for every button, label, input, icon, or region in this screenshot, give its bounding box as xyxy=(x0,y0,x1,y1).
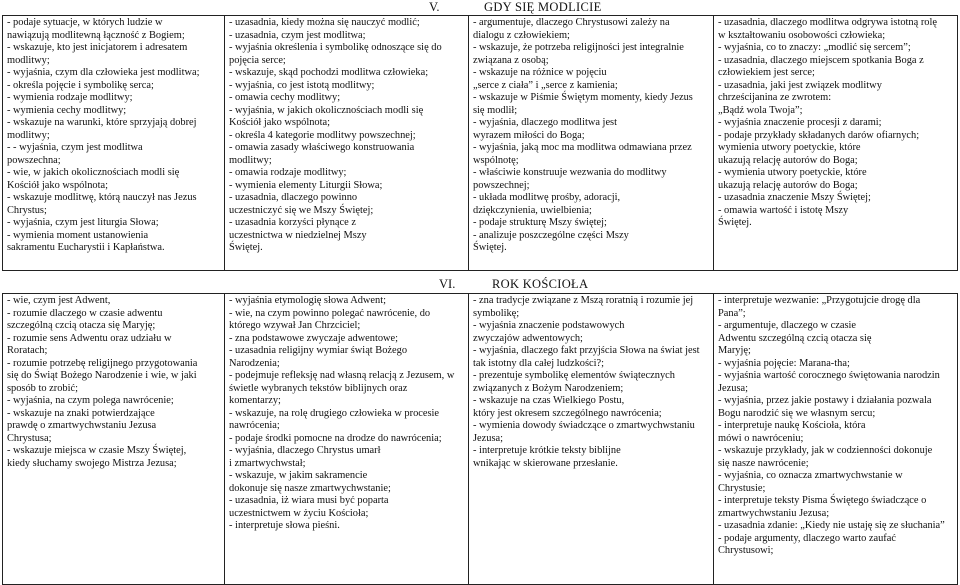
section-heading: GDY SIĘ MODLICIE xyxy=(484,0,602,14)
requirement-line: wnikając w skierowane przesłanie. xyxy=(473,457,618,469)
requirement-line: kiedy słuchamy swojego Mistrza Jezusa; xyxy=(7,457,177,469)
requirement-line: zwyczajów adwentowych; xyxy=(473,332,583,344)
column-basic xyxy=(3,294,225,585)
requirement-line: - podaje strukturę Mszy świętej; xyxy=(473,217,607,228)
requirement-line: wyrazem miłości do Boga; xyxy=(473,129,585,141)
requirement-line: się modlił; xyxy=(473,104,518,116)
requirement-line: - wskazuje, że potrzeba religijności jest integralnie xyxy=(473,42,684,53)
requirement-line: - omawia wartość i istotę Mszy xyxy=(718,204,849,216)
requirement-line: Chrystusowi; xyxy=(718,545,774,556)
requirement-line: - interpretuje wezwanie: „Przygotujcie drogę dla xyxy=(718,295,921,306)
requirement-line: - układa modlitwę prośby, adoracji, xyxy=(473,192,621,203)
requirement-line: którego wzywał Jan Chrzciciel; xyxy=(229,320,361,331)
requirement-line: - wymienia cechy modlitwy; xyxy=(7,104,127,116)
requirement-line: uczestnictwa w niedzielnej Mszy xyxy=(229,229,367,241)
requirement-line: - rozumie sens Adwentu oraz udziału w xyxy=(7,332,172,344)
requirement-line: - uzasadnia, dlaczego miejscem spotkania Boga z xyxy=(718,54,924,66)
section-number: VI. xyxy=(439,277,456,291)
requirement-line: szczególną czcią otacza się Maryję; xyxy=(7,320,156,331)
requirement-line: - rozumie dlaczego w czasie adwentu xyxy=(7,307,163,319)
requirement-line: - uzasadnia, dlaczego powinno xyxy=(229,192,358,203)
requirement-line: modlitwy; xyxy=(7,54,50,66)
requirement-line: wspólnotę; xyxy=(473,154,519,166)
requirement-line: symbolikę; xyxy=(473,307,520,319)
requirement-line: uczestnictwem w życiu Kościoła; xyxy=(229,507,369,519)
requirement-line: - wyjaśnia, co oznacza zmartwychwstanie w xyxy=(718,470,903,481)
requirement-line: Jezusa; xyxy=(718,382,749,394)
requirement-line: - wskazuje na warunki, które sprzyjają dobrej xyxy=(7,117,197,128)
requirement-line: Świętej. xyxy=(473,242,507,253)
requirement-line: - omawia zasady właściwego konstruowania xyxy=(229,142,415,153)
requirement-line: dziękczynienia, uwielbienia; xyxy=(473,204,592,216)
requirement-line: - wskazuje w Piśmie Świętym momenty, kiedy Jezus xyxy=(473,92,693,103)
column-advanced xyxy=(714,16,958,271)
requirement-line: Adwentu szczególną czcią otacza się xyxy=(718,332,872,344)
requirement-line: - omawia cechy modlitwy; xyxy=(229,92,341,103)
requirement-line: chrześcijanina ze zwrotem: xyxy=(718,92,832,103)
requirement-line: - prezentuje symbolikę elementów świątecznych xyxy=(473,370,675,381)
requirement-line: - interpretuje krótkie teksty biblijne xyxy=(473,445,621,456)
requirement-line: - wskazuje, kto jest inicjatorem i adresatem xyxy=(7,42,188,53)
requirement-line: - uzasadnia, kiedy można się nauczyć modlić; xyxy=(229,17,420,28)
requirement-line: - podaje sytuacje, w których ludzie w xyxy=(7,17,163,28)
column-extended xyxy=(225,16,469,271)
section-title-vi xyxy=(0,277,960,291)
requirement-line: zmartwychwstaniu Jezusa; xyxy=(718,507,830,519)
requirement-line: - wyjaśnia, jaką moc ma modlitwa odmawiana przez xyxy=(473,142,692,153)
requirement-line: - wyjaśnia określenia i symbolikę odnoszące się do xyxy=(229,42,442,53)
requirement-line: - - wyjaśnia, czym jest modlitwa xyxy=(7,142,143,153)
section-v-table xyxy=(2,15,958,271)
requirement-line: uczestniczyć się we Mszy Świętej; xyxy=(229,204,374,216)
requirement-line: w kształtowaniu osobowości człowieka; xyxy=(718,29,886,41)
section-number: V. xyxy=(429,0,440,14)
requirement-line: człowiekiem jest serce; xyxy=(718,67,815,78)
requirement-line: „Bądź wola Twoja”; xyxy=(718,104,803,116)
requirement-line: - wyjaśnia znaczenie procesji z darami; xyxy=(718,117,882,128)
requirement-line: - wie, w jakich okolicznościach modli się xyxy=(7,167,180,178)
requirement-line: nawrócenia; xyxy=(229,420,280,431)
requirement-line: Pana”; xyxy=(718,307,746,319)
requirement-line: - wyjaśnia znaczenie podstawowych xyxy=(473,320,625,331)
requirement-line: - wymienia utwory poetyckie, które xyxy=(718,167,867,178)
requirement-line: Świętej. xyxy=(718,217,752,228)
requirement-line: - wskazuje na różnice w pojęciu xyxy=(473,67,607,78)
requirement-line: - uzasadnia, jaki jest związek modlitwy xyxy=(718,79,882,91)
requirement-line: - wyjaśnia, w jakich okolicznościach modli się xyxy=(229,104,424,116)
requirement-line: ukazują relację autorów do Boga; xyxy=(718,179,858,191)
requirement-line: - wskazuje na znaki potwierdzające xyxy=(7,407,155,419)
requirement-line: - określa pojęcie i symbolikę serca; xyxy=(7,79,154,91)
requirement-line: - wyjaśnia, co jest istotą modlitwy; xyxy=(229,79,375,91)
requirement-line: - wymienia elementy Liturgii Słowa; xyxy=(229,179,383,191)
requirement-line: - wie, na czym powinno polegać nawrócenie, do xyxy=(229,307,431,319)
requirement-line: się nasze nawrócenie; xyxy=(718,457,809,469)
requirement-line: - uzasadnia znaczenie Mszy Świętej; xyxy=(718,192,871,203)
requirement-line: modlitwy; xyxy=(229,154,272,166)
requirement-line: świetle wybranych tekstów biblijnych oraz xyxy=(229,382,408,394)
requirement-line: - analizuje poszczególne części Mszy xyxy=(473,229,629,241)
requirement-line: - wyjaśnia pojęcie: Marana-tha; xyxy=(718,357,850,369)
requirement-line: mówi o nawróceniu; xyxy=(718,432,804,444)
requirement-line: - uzasadnia, iż wiara musi być poparta xyxy=(229,495,389,506)
requirement-line: - wymienia moment ustanowienia xyxy=(7,229,149,241)
requirement-line: Jezusa; xyxy=(473,432,504,444)
requirement-line: Maryję; xyxy=(718,345,751,356)
requirement-line: Kościół jako wspólnota; xyxy=(229,117,331,128)
requirement-line: - uzasadnia, dlaczego modlitwa odgrywa istotną rolę xyxy=(718,17,937,28)
requirement-line: - uzasadnia korzyści płynące z xyxy=(229,217,356,228)
requirement-line: - wyjaśnia wartość corocznego świętowania narodzin xyxy=(718,370,940,381)
requirement-line: - określa 4 kategorie modlitwy powszechnej; xyxy=(229,129,416,141)
requirement-line: - wskazuje miejsca w czasie Mszy Świętej, xyxy=(7,445,187,456)
column-complete xyxy=(469,294,714,585)
requirement-line: - wyjaśnia, przez jakie postawy i działania pozwala xyxy=(718,395,932,406)
requirement-line: - omawia rodzaje modlitwy; xyxy=(229,167,347,178)
requirement-line: - wyjaśnia, na czym polega nawrócenie; xyxy=(7,395,174,406)
column-complete xyxy=(469,16,714,271)
requirement-line: - wskazuje, w jakim sakramencie xyxy=(229,470,368,481)
requirement-line: który jest okresem szczególnego nawrócenia; xyxy=(473,407,662,419)
requirement-line: - interpretuje teksty Pisma Świętego świadczące o xyxy=(718,495,927,506)
requirement-line: wymieniа utwory poetyckie, które xyxy=(718,142,861,153)
requirement-line: - wyjaśnia, dlaczego fakt przyjścia Słowa na świat jest xyxy=(473,345,700,356)
requirement-line: Roratach; xyxy=(7,345,48,356)
requirement-line: sposób to zrobić; xyxy=(7,382,78,394)
requirement-line: - podaje przykłady składanych darów ofiarnych; xyxy=(718,129,920,141)
requirement-line: - podaje środki pomocne na drodze do nawrócenia; xyxy=(229,432,442,444)
requirement-line: tak istotny dla całej ludzkości?; xyxy=(473,357,604,369)
requirement-line: prawdę o zmartwychwstaniu Jezusa xyxy=(7,420,157,431)
requirement-line: - uzasadnia, czym jest modlitwa; xyxy=(229,29,366,41)
requirement-line: - argumentuje, dlaczego Chrystusowi zależy na xyxy=(473,17,670,28)
requirement-line: związanych z Bożym Narodzeniem; xyxy=(473,382,624,394)
requirement-line: i zmartwychwstał; xyxy=(229,457,306,469)
requirement-line: - interpretuje naukę Kościoła, która xyxy=(718,420,866,431)
column-basic xyxy=(3,16,225,271)
requirement-line: - wyjaśnia etymologię słowa Adwent; xyxy=(229,295,386,306)
requirement-line: - właściwie konstruuje wezwania do modlitwy xyxy=(473,167,667,178)
requirement-line: - zna tradycje związane z Mszą roratnią i rozumie jej xyxy=(473,295,694,306)
requirement-line: nawiązują modlitewną łączność z Bogiem; xyxy=(7,29,185,41)
requirement-line: - wyjaśnia, czym jest liturgia Słowa; xyxy=(7,217,159,228)
requirement-line: Chrystusie; xyxy=(718,482,766,494)
requirement-line: Chrystusa; xyxy=(7,432,52,444)
requirement-line: dialogu z człowiekiem; xyxy=(473,29,570,41)
requirement-line: - wskazuje modlitwę, którą nauczył nas Jezus xyxy=(7,192,197,203)
requirement-line: - wskazuje na czas Wielkiego Postu, xyxy=(473,395,625,406)
requirement-line: - podejmuje refleksję nad własną relacją z Jezusem, w xyxy=(229,370,455,381)
requirement-line: - wymienia rodzaje modlitwy; xyxy=(7,92,133,103)
requirement-line: sakramentu Eucharystii i Kapłaństwa. xyxy=(7,242,165,253)
requirement-line: - wyjaśnia, co to znaczy: „modlić się sercem”; xyxy=(718,42,911,53)
section-vi-table xyxy=(2,293,958,585)
column-extended xyxy=(225,294,469,585)
requirement-line: dokonuje się nasze zmartwychwstanie; xyxy=(229,482,391,494)
requirement-line: ukazują relację autorów do Boga; xyxy=(718,154,858,166)
requirement-line: - uzasadnia zdanie: „Kiedy nie ustaję się ze słuchania” xyxy=(718,520,945,531)
requirement-line: Chrystus; xyxy=(7,204,47,216)
requirement-line: powszechnej; xyxy=(473,179,530,191)
requirement-line: - wie, czym jest Adwent, xyxy=(7,295,111,306)
requirement-line: Świętej. xyxy=(229,242,263,253)
requirement-line: - wskazuje, na rolę drugiego człowieka w procesie xyxy=(229,407,440,419)
requirement-line: - argumentuje, dlaczego w czasie xyxy=(718,320,856,331)
requirement-line: powszechna; xyxy=(7,154,61,166)
requirement-line: komentarzy; xyxy=(229,395,281,406)
requirement-line: Kościół jako wspólnota; xyxy=(7,179,109,191)
section-heading: ROK KOŚCIOŁA xyxy=(492,277,589,291)
requirement-line: „serce z ciała” i „serce z kamienia; xyxy=(473,79,618,91)
section-title-v xyxy=(0,0,960,14)
requirement-line: - wyjaśnia, dlaczego modlitwa jest xyxy=(473,117,617,128)
requirement-line: się do Świąt Bożego Narodzenie i wie, w jaki xyxy=(7,370,197,381)
requirement-line: Bogu narodzić się we własnym sercu; xyxy=(718,407,876,419)
requirement-line: - wyjaśnia, czym dla człowieka jest modlitwa; xyxy=(7,67,200,78)
requirement-line: pojęcia serce; xyxy=(229,54,286,66)
requirement-line: - rozumie potrzebę religijnego przygotowania xyxy=(7,357,198,369)
requirement-line: Narodzenia; xyxy=(229,357,280,369)
requirement-line: związana z osobą; xyxy=(473,54,549,66)
requirement-line: - zna podstawowe zwyczaje adwentowe; xyxy=(229,332,399,344)
requirement-line: - uzasadnia religijny wymiar świąt Bożego xyxy=(229,345,408,356)
column-advanced xyxy=(714,294,958,585)
requirement-line: - wyjaśnia, dlaczego Chrystus umarł xyxy=(229,445,381,456)
requirement-line: - wymienia dowody świadczące o zmartwychwstaniu xyxy=(473,420,695,431)
requirement-line: - podaje argumenty, dlaczego warto zaufać xyxy=(718,532,896,544)
requirement-line: - wskazuje, skąd pochodzi modlitwa człowieka; xyxy=(229,67,429,78)
requirement-line: - wskazuje przykłady, jak w codzienności dokonuje xyxy=(718,445,933,456)
requirement-line: modlitwy; xyxy=(7,129,50,141)
requirement-line: - interpretuje słowa pieśni. xyxy=(229,520,340,531)
